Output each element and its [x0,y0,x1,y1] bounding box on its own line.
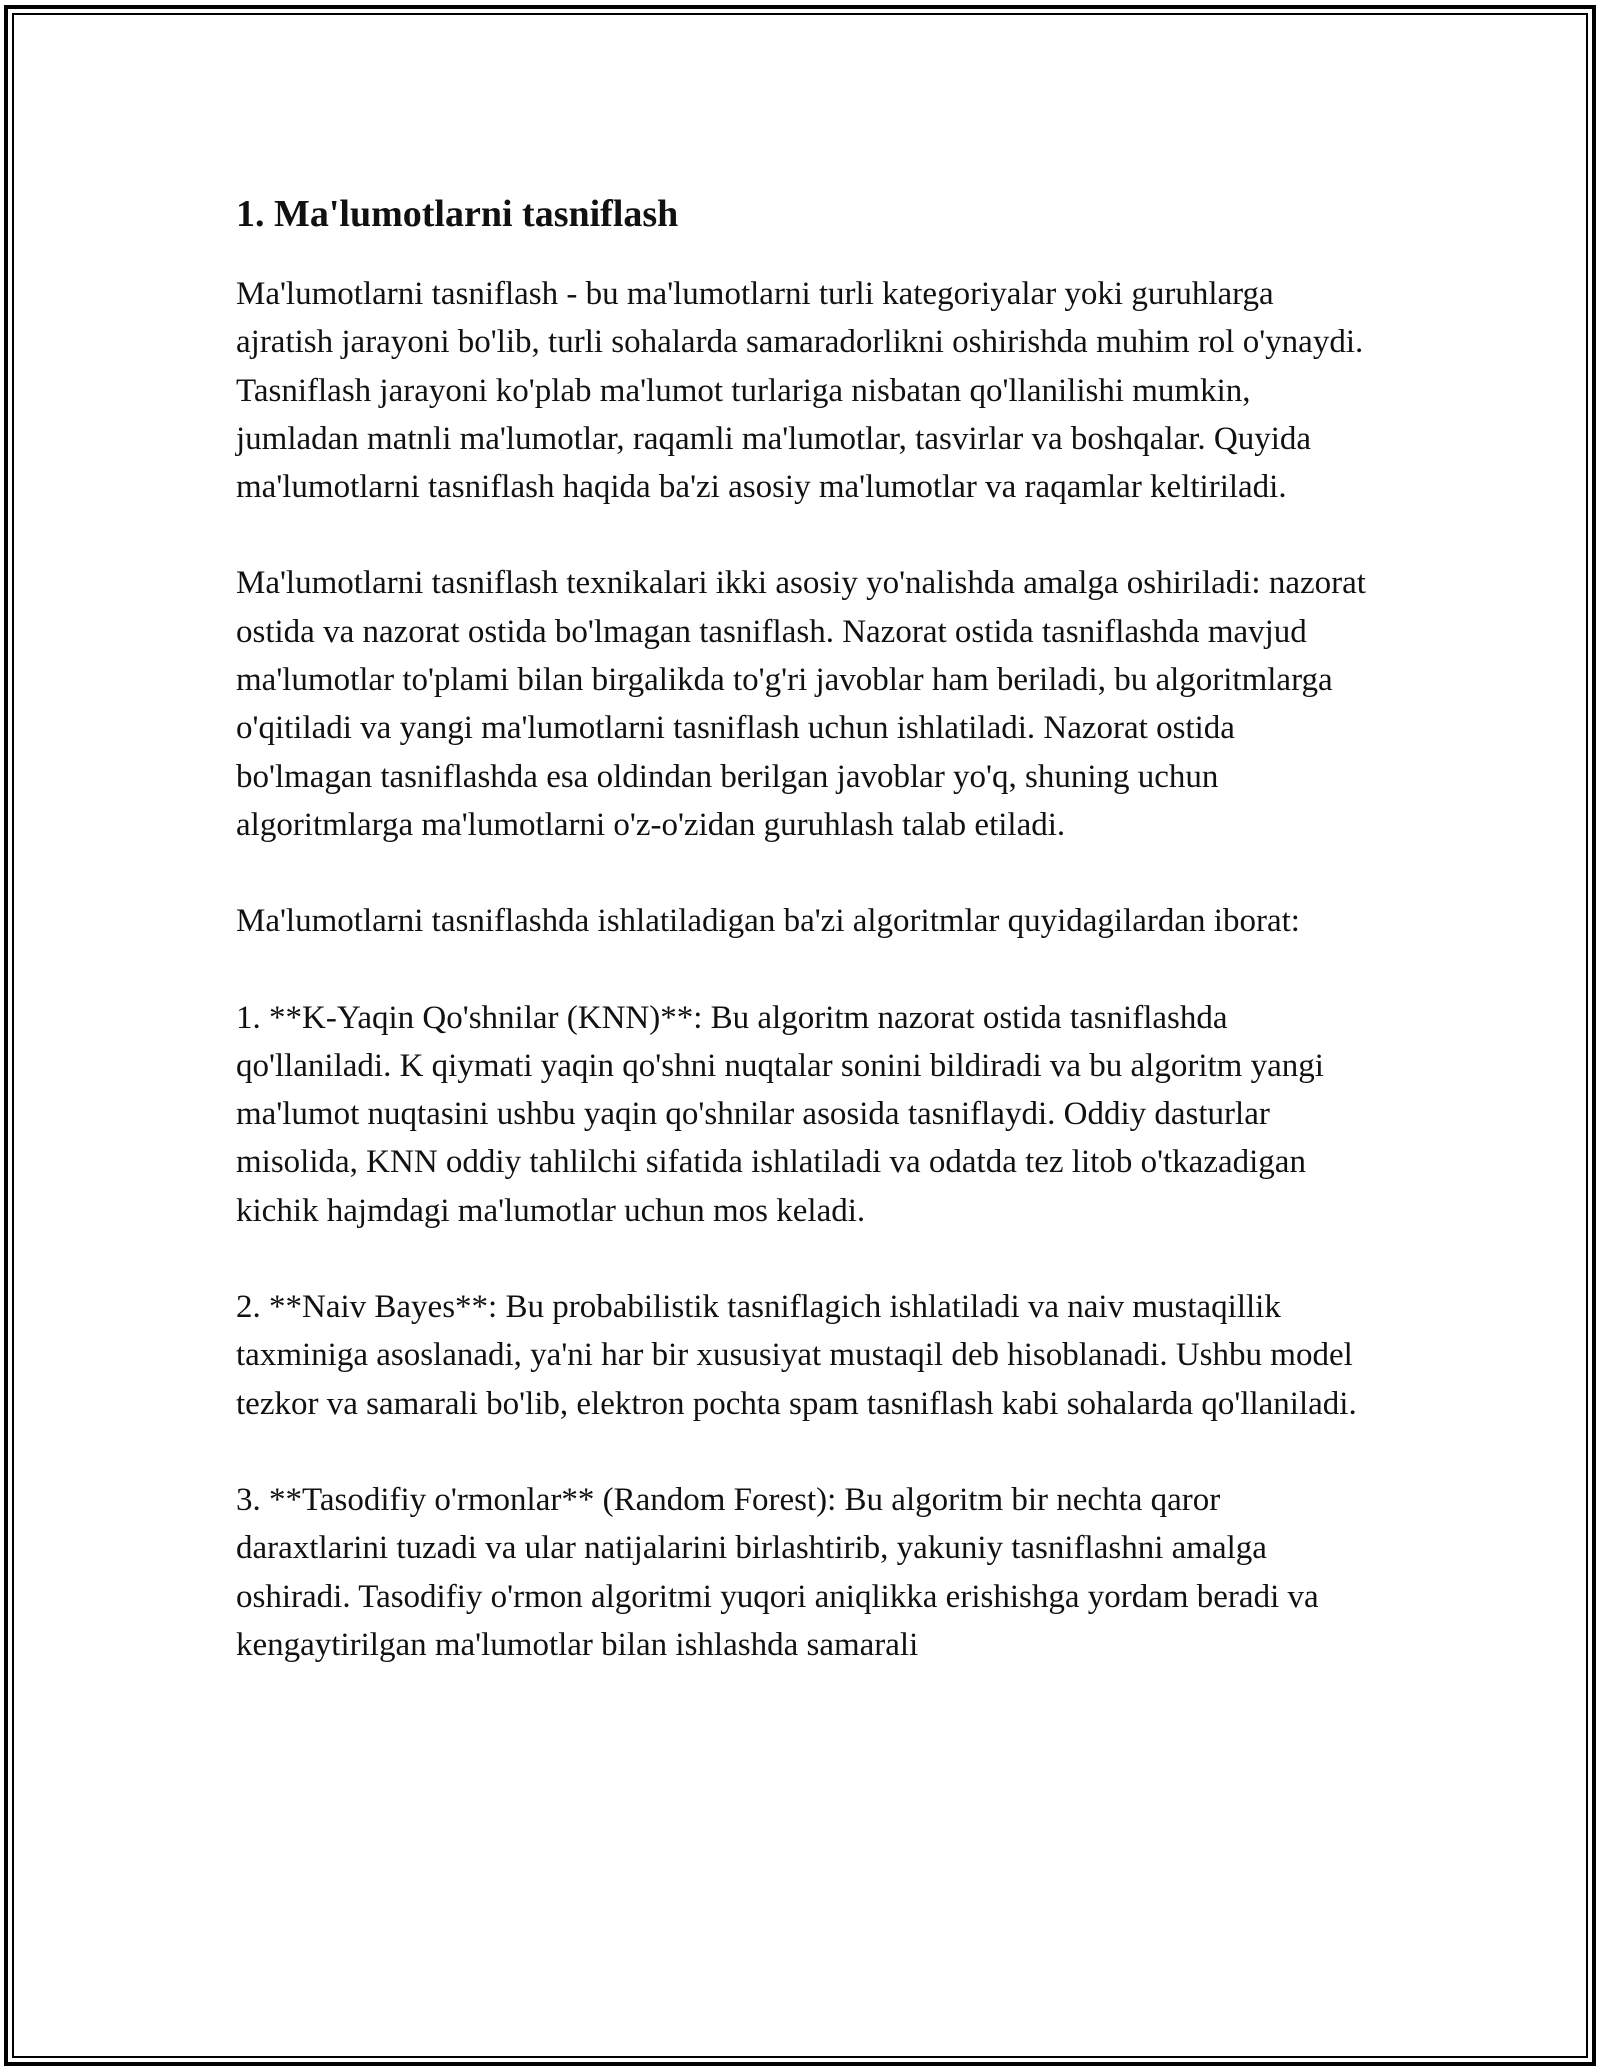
paragraph-techniques: Ma'lumotlarni tasniflash texnikalari ikki asosiy yo'nalishda amalga oshiriladi: nazorat ostida va nazorat ostida bo'lmagan tasniflash. Nazorat ostida tasniflashda mavjud ma'lumotlar to'plami bilan birgalikda to'g'ri javoblar ham beriladi, bu algoritmlarga o'qitiladi va yangi ma'lumotlarni tasniflash uchun ishlatiladi. Nazorat ostida bo'lmagan tasniflashda esa oldindan berilgan javoblar yo'q, shuning uchun algoritmlarga ma'lumotlarni o'z-o'zidan guruhlash talab etiladi. [236,565,1366,843]
paragraph-intro: Ma'lumotlarni tasniflash - bu ma'lumotlarni turli kategoriyalar yoki guruhlarga ajratish jarayoni bo'lib, turli sohalarda samaradorlikni oshirishda muhim rol o'ynaydi. Tasniflash jarayoni ko'plab ma'lumot turlariga nisbatan qo'llanilishi mumkin, jumladan matnli ma'lumotlar, raqamli ma'lumotlar, tasvirlar va boshqalar. Quyida ma'lumotlarni tasniflash haqida ba'zi asosiy ma'lumotlar va raqamlar keltiriladi. [236,276,1364,506]
section-heading: 1. Ma'lumotlarni tasniflash [236,193,679,235]
paragraph-naive-bayes: 2. **Naiv Bayes**: Bu probabilistik tasniflagich ishlatiladi va naiv mustaqillik taxminiga asoslanadi, ya'ni har bir xususiyat mustaqil deb hisoblanadi. Ushbu model tezkor va samarali bo'lib, elektron pochta spam tasniflash kabi sohalarda qo'llaniladi. [236,1289,1357,1422]
paragraph-knn: 1. **K-Yaqin Qo'shnilar (KNN)**: Bu algoritm nazorat ostida tasniflashda qo'llaniladi. K qiymati yaqin qo'shni nuqtalar sonini bildiradi va bu algoritm yangi ma'lumot nuqtasini ushbu yaqin qo'shnilar asosida tasniflaydi. Oddiy dasturlar misolida, KNN oddiy tahlilchi sifatida ishlatiladi va odatda tez litob o'tkazadigan kichik hajmdagi ma'lumotlar uchun mos keladi. [236,999,1324,1229]
paragraph-algorithms-intro: Ma'lumotlarni tasniflashda ishlatiladigan ba'zi algoritmlar quyidagilardan iborat: [236,903,1300,940]
paragraph-random-forest: 3. **Tasodifiy o'rmonlar** (Random Forest): Bu algoritm bir nechta qaror daraxtlarini tuzadi va ular natijalarini birlashtirib, yakuniy tasniflashni amalga oshiradi. Tasodifiy o'rmon algoritmi yuqori aniqlikka erishishga yordam beradi va kengaytirilgan ma'lumotlar bilan ishlashda samarali [236,1481,1319,1663]
document-body [236,186,1366,1669]
